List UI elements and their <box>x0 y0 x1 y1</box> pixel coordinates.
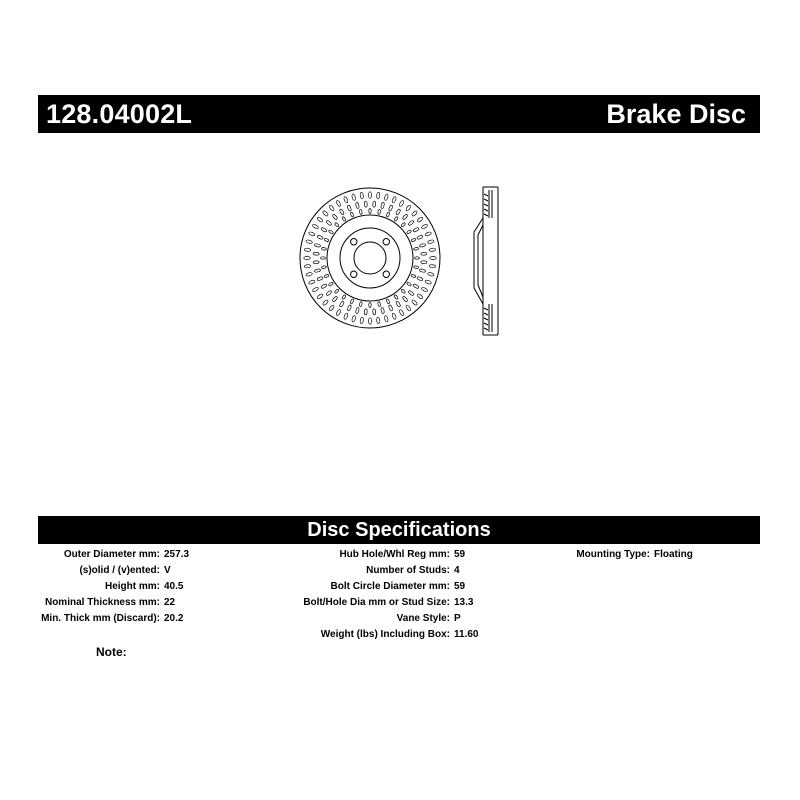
spec-label: Min. Thick mm (Discard): <box>41 613 160 624</box>
drilled-hole <box>347 305 352 312</box>
drilled-hole <box>394 216 399 221</box>
drilled-hole <box>419 243 425 247</box>
drilled-hole <box>414 247 419 250</box>
drilled-hole <box>399 200 405 207</box>
spec-label: Mounting Type: <box>576 549 650 560</box>
part-number: 128.04002L <box>46 98 193 129</box>
drilled-hole <box>378 302 381 307</box>
drilled-hole <box>386 299 390 304</box>
bolt-holes <box>351 239 390 278</box>
specs-title: Disc Specifications <box>307 518 491 541</box>
drilled-hole <box>378 209 381 214</box>
drilled-hole <box>430 257 436 260</box>
drilled-hole <box>359 302 362 307</box>
drilled-hole <box>415 257 420 259</box>
drilled-hole <box>402 296 408 302</box>
part-type: Brake Disc <box>606 98 746 129</box>
drilled-hole <box>376 317 380 324</box>
drilled-hole <box>414 266 419 269</box>
drilled-hole <box>427 239 434 244</box>
drilled-hole <box>429 248 436 252</box>
drilled-hole <box>417 293 424 299</box>
drilled-hole <box>343 196 348 203</box>
drilled-hole <box>364 309 367 315</box>
drilled-hole <box>336 200 342 207</box>
drilled-hole <box>304 257 310 260</box>
drilled-hole <box>429 264 436 268</box>
drilled-hole <box>317 235 324 240</box>
spec-label: Outer Diameter mm: <box>63 549 160 560</box>
drilled-hole <box>306 272 313 277</box>
drilled-hole <box>351 315 356 322</box>
drilled-hole <box>402 214 408 220</box>
disc-front-view <box>300 188 440 328</box>
spec-label: Vane Style: <box>396 613 450 624</box>
brake-disc-drawing <box>290 180 520 340</box>
spec-value: 22 <box>164 597 176 608</box>
spec-label: Height mm: <box>105 581 160 592</box>
drilled-hole <box>427 272 434 277</box>
drilled-hole <box>360 192 364 199</box>
drilled-hole <box>373 309 376 315</box>
drilled-hole <box>350 299 354 304</box>
spec-value: P <box>454 613 461 624</box>
spec-value: V <box>164 565 171 576</box>
spec-value: 59 <box>454 581 466 592</box>
spec-label: (s)olid / (v)ented: <box>79 565 160 576</box>
drilled-hole <box>351 194 356 201</box>
drilled-hole <box>369 318 372 324</box>
drilled-hole <box>355 307 359 313</box>
drilled-hole <box>355 202 359 208</box>
drilled-hole <box>347 205 352 212</box>
drilled-hole <box>339 209 345 216</box>
spec-row-weight <box>0 627 478 642</box>
bolt-hole <box>351 271 357 277</box>
drilled-hole <box>322 299 329 306</box>
spec-value: 40.5 <box>164 581 184 592</box>
drilled-hole <box>326 220 332 226</box>
drilled-hole <box>425 231 432 236</box>
drilled-hole <box>421 287 428 293</box>
bolt-hole <box>351 239 357 245</box>
drilled-hole <box>411 299 418 306</box>
spec-label: Nominal Thickness mm: <box>44 597 160 608</box>
drilled-hole <box>373 201 376 207</box>
spec-label: Bolt/Hole Dia mm or Stud Size: <box>303 597 450 608</box>
drilled-hole <box>339 301 345 308</box>
drilled-hole <box>334 289 339 294</box>
drilled-hole <box>336 309 342 316</box>
spec-label: Hub Hole/Whl Reg mm: <box>339 549 450 560</box>
spec-row-bolt-hole-dia <box>0 595 473 610</box>
drilled-hole <box>386 212 390 217</box>
drilled-hole <box>334 222 339 227</box>
spec-value: Floating <box>654 549 693 560</box>
drilled-hole <box>384 315 389 322</box>
drilled-hole <box>381 307 385 313</box>
header-bar <box>38 95 760 133</box>
drilled-hole <box>401 289 406 294</box>
drilled-hole <box>421 224 428 230</box>
spec-row-bolt-circle <box>0 579 465 594</box>
spec-row-mounting-type <box>0 547 693 562</box>
spec-label: Bolt Circle Diameter mm: <box>330 581 450 592</box>
drilled-hole <box>399 309 405 316</box>
drilled-hole <box>419 269 425 273</box>
drilled-hole <box>417 276 424 281</box>
drilled-hole <box>321 227 328 233</box>
drilled-hole <box>369 192 372 198</box>
drilled-hole <box>359 209 362 214</box>
drilled-hole <box>369 209 371 214</box>
drilled-hole <box>328 282 333 287</box>
bolt-hole <box>383 271 389 277</box>
drilled-hole <box>411 238 416 242</box>
drilled-hole <box>321 247 326 250</box>
drilled-hole <box>391 196 396 203</box>
drilled-hole <box>343 313 348 320</box>
drilled-hole <box>401 222 406 227</box>
spec-value: 257.3 <box>164 549 190 560</box>
drilled-hole <box>395 301 401 308</box>
drilled-hole <box>381 202 385 208</box>
spec-value: 4 <box>454 565 460 576</box>
drilled-hole <box>369 303 371 308</box>
drilled-hole <box>321 257 326 259</box>
drilled-hole <box>413 283 420 289</box>
drilled-hole <box>329 305 335 312</box>
drilled-hole <box>411 274 416 278</box>
drilled-hole <box>324 238 329 242</box>
drilled-hole <box>342 216 347 221</box>
drilled-hole <box>317 217 324 223</box>
spec-value: 20.2 <box>164 613 184 624</box>
drilled-hole <box>321 283 328 289</box>
drilled-hole <box>329 205 335 212</box>
drilled-hole <box>388 305 393 312</box>
drilled-hole <box>322 210 329 217</box>
drilled-hole <box>405 305 411 312</box>
drilled-hole <box>326 290 332 296</box>
drilled-hole <box>342 294 347 299</box>
drilled-hole <box>313 252 319 255</box>
drilled-hole <box>384 194 389 201</box>
drilled-hole <box>405 205 411 212</box>
spec-row-number-of-studs <box>0 563 460 578</box>
spec-value: 59 <box>454 549 466 560</box>
drilled-hole <box>425 279 432 284</box>
drilled-hole <box>306 239 313 244</box>
drilled-hole <box>406 230 411 235</box>
drilled-hole <box>317 293 324 299</box>
drilled-hole <box>304 248 311 252</box>
spec-row-vane-style <box>0 611 461 626</box>
cross-drilled-holes <box>304 192 436 324</box>
drilled-hole <box>360 317 364 324</box>
drilled-hole <box>421 261 427 264</box>
drilled-hole <box>391 313 396 320</box>
drilled-hole <box>408 220 414 226</box>
drilled-hole <box>314 243 320 247</box>
drilled-hole <box>332 214 338 220</box>
spec-label: Number of Studs: <box>366 565 450 576</box>
drilled-hole <box>411 210 418 217</box>
note-label: Note: <box>96 645 127 659</box>
drilled-hole <box>321 266 326 269</box>
drilled-hole <box>308 279 315 284</box>
drilled-hole <box>317 276 324 281</box>
drilled-hole <box>350 212 354 217</box>
drilled-hole <box>312 287 319 293</box>
drilled-hole <box>406 282 411 287</box>
drilled-hole <box>314 269 320 273</box>
drilled-hole <box>421 252 427 255</box>
specs-title-bar <box>38 516 760 544</box>
drilled-hole <box>312 224 319 230</box>
drilled-hole <box>376 192 380 199</box>
drilled-hole <box>304 264 311 268</box>
drilled-hole <box>364 201 367 207</box>
drilled-hole <box>388 205 393 212</box>
drilled-hole <box>332 296 338 302</box>
drilled-hole <box>395 209 401 216</box>
drilled-hole <box>313 261 319 264</box>
drilled-hole <box>394 294 399 299</box>
disc-side-view <box>474 187 498 335</box>
drilled-hole <box>408 290 414 296</box>
drilled-hole <box>324 274 329 278</box>
drilled-hole <box>308 231 315 236</box>
drilled-hole <box>413 227 420 233</box>
drilled-hole <box>417 217 424 223</box>
spec-label: Weight (lbs) Including Box: <box>320 629 450 640</box>
drilled-hole <box>328 230 333 235</box>
spec-value: 11.60 <box>454 629 479 640</box>
spec-value: 13.3 <box>454 597 474 608</box>
drilled-hole <box>417 235 424 240</box>
bolt-hole <box>383 239 389 245</box>
